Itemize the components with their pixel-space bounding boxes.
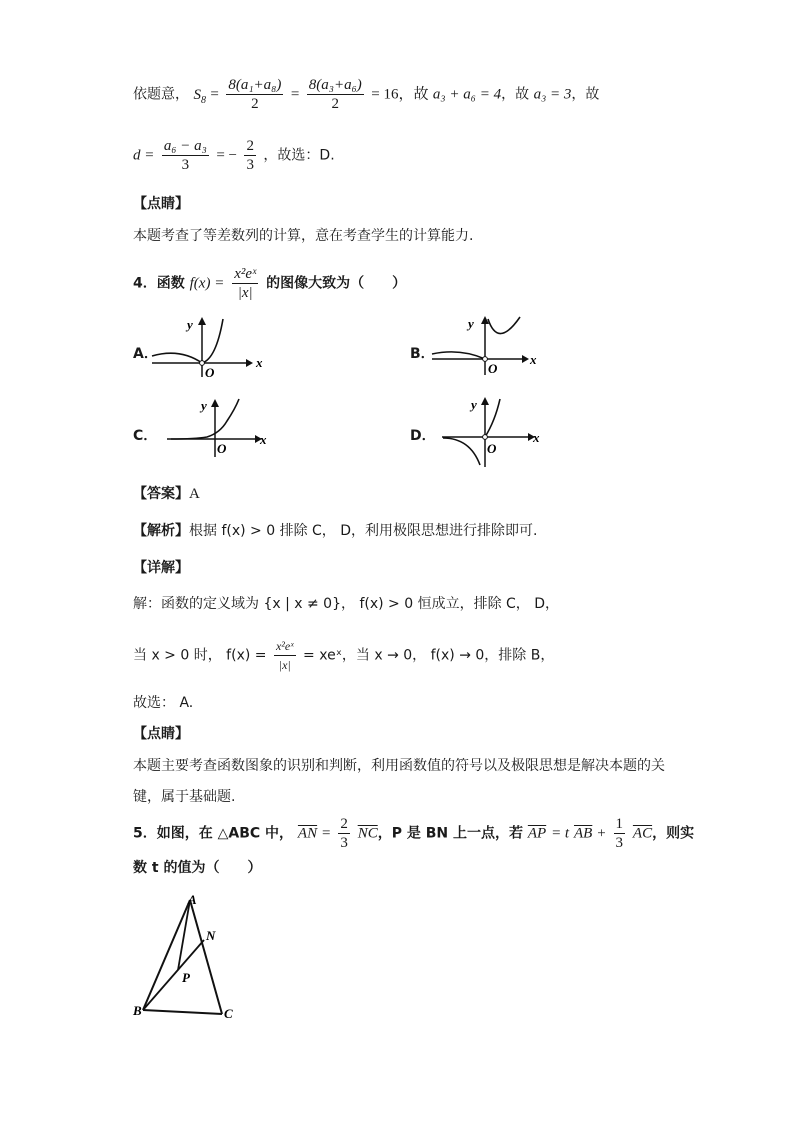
fraction: $\frac{2}{3}$ [340,816,348,851]
q4-answer [133,483,200,503]
fraction: $\frac{2}{3}$ [246,138,254,173]
vector-an: $\overline{AN}$ [297,825,318,842]
x-axis-label: x [530,352,537,367]
option-a-label: A． [133,346,158,362]
q4-detail-line-3: 故选： A. [133,695,194,711]
vector-nc: $\overline{NC}$ [357,825,378,842]
y-axis-label: y [187,317,193,332]
q4-comment-line-2: 键，属于基础题. [133,789,236,805]
q4-detail-line-1: 解：函数的定义域为 {x | x ≠ 0}， f(x) > 0 恒成立，排除 C， D， [133,596,560,612]
text: = − [216,147,238,164]
vector-ac: $\overline{AC}$ [632,825,653,842]
point-p-label: P [182,970,190,985]
vector-ab: $\overline{AB}$ [573,825,593,842]
text: 当 x > 0 时， f(x) = [133,647,267,664]
question-number: 4． [133,275,157,292]
option-d-graph [440,395,550,470]
fraction: $\frac{\text{a₆ − a₃}}{3}$ [163,138,207,173]
text: ，P 是 BN 上一点，若 [377,825,523,842]
q4-stem [133,265,406,302]
y-axis-label: y [201,398,207,413]
x-axis-label: x [256,355,263,370]
vertex-a-label: A [188,892,197,907]
text: 函数 [156,275,185,292]
option-a-graph [150,315,265,380]
answer-heading: 【答案】 [133,486,189,502]
text: ，则实 [652,825,695,842]
origin-label: O [488,361,498,376]
fraction: $\frac{\text{x²eˣ}}{|x|}$ [275,639,294,672]
math-s8: $S_8$ [193,86,206,106]
text: ，故 [501,86,530,103]
answer-value: A [189,486,200,502]
q3-solution-line-2 [133,137,335,174]
point-n-label: N [206,928,216,943]
text: 依题意， [133,86,189,103]
option-b-graph [430,313,545,378]
q4-detail-line-2 [133,637,554,674]
text: 如图，在 △ABC 中， [156,825,294,842]
math: d = [133,147,155,164]
math: f(x) = [189,275,225,292]
q4-analysis [133,520,537,540]
q4-detail-heading: 【详解】 [133,560,189,576]
origin-label: O [205,365,215,380]
q5-stem-line-1: 5．如图，在 △ABC 中， $\overline{AN}$ = $\frac{2}{3}$ $\overline{NC}$，P 是 BN 上一点，若 $\overline{AP} = t$ $\overline{AB}$ + $\frac{1}{3}$ $\overline{AC}$，则实 [133,816,695,851]
fraction: $\frac{\text{8(a₁+a₈)}}{2}$ [228,77,282,112]
q3-comment-heading: 【点睛】 [133,196,189,212]
q5-stem-line-2: 数 t 的值为（ ） [133,860,262,876]
math: a₃ + a₆ = 4 [432,86,502,103]
text: ，故 [571,86,600,103]
option-b-label: B． [410,346,435,362]
q4-comment-line-1: 本题主要考查函数图象的识别和判断，利用函数值的符号以及极限思想是解决本题的关 [133,758,665,774]
vertex-c-label: C [224,1006,233,1021]
x-axis-label: x [533,430,540,445]
x-axis-label: x [260,432,267,447]
fraction: $\frac{\text{8(a₃+a₆)}}{2}$ [308,77,362,112]
vertex-b-label: B [133,1003,142,1018]
text: = 16，故 [371,86,429,103]
q4-comment-heading: 【点睛】 [133,726,189,742]
origin-label: O [487,441,497,456]
text: 的图像大致为（ ） [266,275,407,292]
fraction: $\frac{1}{3}$ [615,816,624,851]
q5-triangle-figure [130,890,245,1025]
option-d-label: D． [410,428,436,444]
analysis-heading: 【解析】 [133,523,189,539]
y-axis-label: y [471,397,477,412]
text: ，故选：D. [263,147,335,164]
q3-comment-text: 本题考查了等差数列的计算，意在考查学生的计算能力. [133,228,474,244]
fraction: $\frac{\text{x²eˣ}}{|x|}$ [234,266,257,301]
option-c-graph [165,395,275,460]
origin-label: O [217,441,227,456]
option-c-label: C． [133,428,158,444]
analysis-text: 根据 f(x) > 0 排除 C， D，利用极限思想进行排除即可. [189,523,538,539]
q3-solution-line-1: 依题意， $S_8$ = $\frac{\text{8(a₁+a₈)}}{2}$ = $\frac{\text{8(a₃+a₆)}}{2}$ = 16，故 a₃ + a₆ = 4，故 a₃ = 3，故 [133,77,600,112]
text: = xeˣ，当 x → 0， f(x) → 0，排除 B， [303,647,555,664]
question-number: 5． [133,825,157,842]
vector-ap: $\overline{AP}$ [527,825,547,842]
math: a₃ = 3 [533,86,572,103]
y-axis-label: y [468,316,474,331]
